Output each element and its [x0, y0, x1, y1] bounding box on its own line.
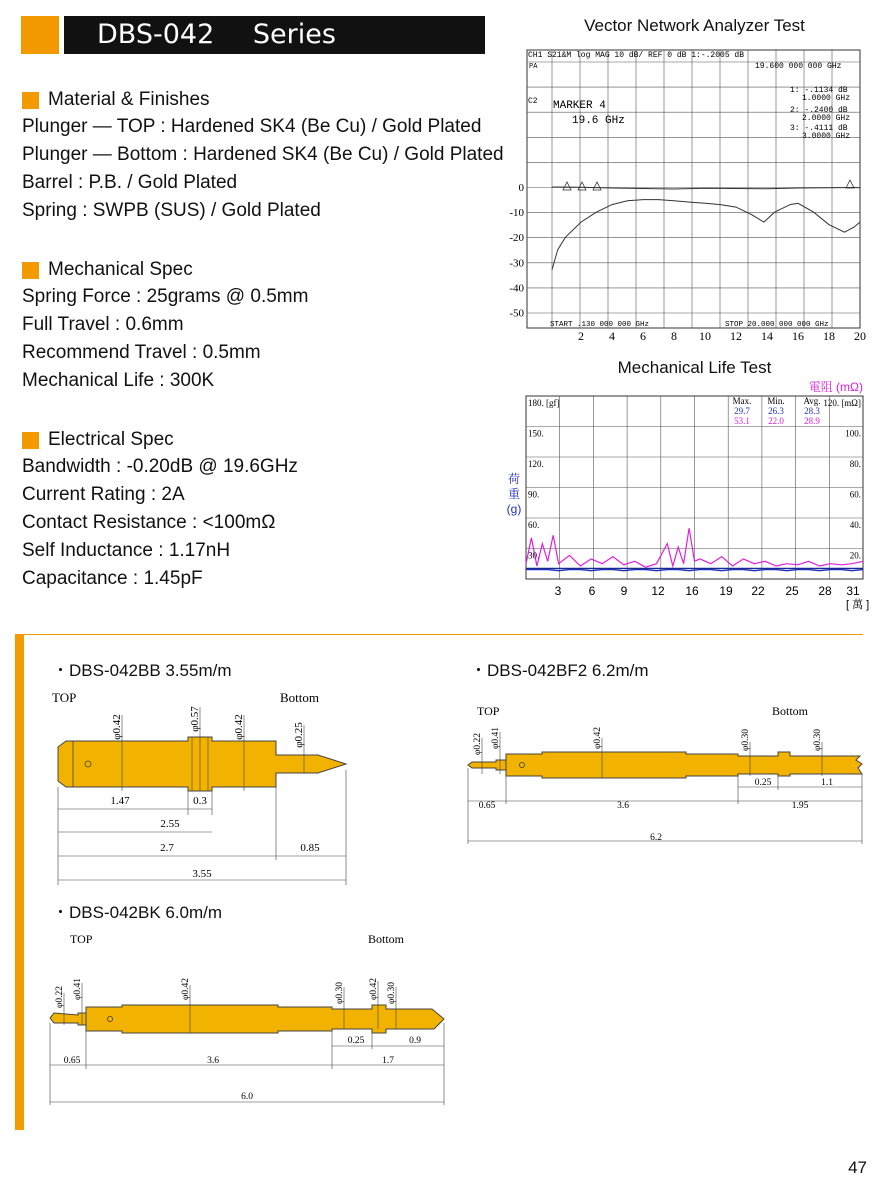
- drawing-area-side-bar: [15, 634, 24, 1130]
- right-tick-label: 20.: [849, 550, 861, 561]
- diam-label: φ0.30: [813, 728, 823, 752]
- diam-label: φ0.25: [293, 722, 305, 748]
- label-top: TOP: [477, 704, 500, 718]
- diam-label: φ0.42: [369, 977, 379, 1001]
- y-tick-label: -50: [509, 307, 524, 320]
- vna-chart-title: Vector Network Analyzer Test: [584, 16, 805, 35]
- section-title-electrical: Electrical Spec: [22, 427, 298, 453]
- spec-line: Contact Resistance : <100mΩ: [22, 512, 276, 533]
- vna-y-ticks: [509, 182, 524, 320]
- spec-line: Recommend Travel : 0.5mm: [22, 342, 261, 363]
- part-drawing-bk: [40, 925, 460, 1110]
- x-tick-label: 6: [588, 584, 596, 598]
- mlt-stat-min2: 22.0: [768, 416, 784, 426]
- mlt-stat-min1: 26.3: [768, 406, 784, 416]
- label-top: TOP: [70, 932, 93, 946]
- diam-label: φ0.42: [233, 714, 245, 740]
- x-tick-label: 10: [698, 329, 711, 343]
- vna-marker-label: MARKER 4: [553, 100, 606, 112]
- vna-header-freq: 19.600 000 000 GHz: [755, 62, 842, 71]
- vna-stop-label: STOP 20.000 000 000 GHz: [725, 321, 829, 329]
- mlt-chart-title: Mechanical Life Test: [617, 358, 772, 377]
- x-tick-label: 31: [846, 584, 860, 598]
- pin-body-bk: [50, 1005, 444, 1033]
- mlt-stats-box: [733, 396, 821, 426]
- spec-line: Barrel : P.B. / Gold Plated: [22, 172, 238, 193]
- right-tick-label: 120. [mΩ]: [823, 398, 861, 408]
- part-drawing-bb: [40, 685, 370, 885]
- diam-label: φ0.42: [111, 714, 123, 740]
- vna-marker-readout: 2: -.2400 dB: [790, 106, 848, 115]
- x-tick-label: 18: [822, 329, 835, 343]
- vna-marker-readout: 3: -.4111 dB: [790, 124, 848, 133]
- drawing-area-top-rule: [24, 634, 863, 635]
- vna-c2-label: C2: [528, 97, 538, 106]
- dim-label: 2.7: [160, 842, 174, 854]
- mlt-right-axis-title: 電阻 (mΩ): [808, 380, 863, 394]
- vna-start-label: START .130 000 000 GHz: [550, 321, 650, 329]
- dim-label: 0.3: [193, 795, 207, 807]
- dim-label: 1.7: [382, 1056, 394, 1066]
- x-tick-label: 8: [670, 329, 677, 343]
- spec-mechanical: [22, 257, 308, 395]
- mlt-x-ticks: [555, 584, 860, 598]
- x-tick-label: 9: [620, 584, 628, 598]
- vna-marker-readout: 1: -.1134 dB: [790, 86, 848, 95]
- y-tick-label: 0: [518, 182, 524, 194]
- dim-label: 0.9: [409, 1036, 421, 1046]
- left-tick-label: 150.: [528, 428, 544, 439]
- mlt-stat-max1: 29.7: [734, 406, 750, 416]
- diam-label: φ0.42: [593, 726, 603, 750]
- mlt-stat-max2: 53.1: [734, 416, 750, 426]
- diam-label: φ0.22: [473, 732, 483, 756]
- x-tick-label: 12: [651, 584, 665, 598]
- dim-label: 0.85: [300, 842, 320, 854]
- header-bar: [64, 16, 485, 54]
- mlt-x-unit: [ 萬 ]: [846, 599, 870, 611]
- x-tick-label: 2: [577, 329, 584, 343]
- x-tick-label: 14: [760, 329, 773, 343]
- spec-line: Mechanical Life : 300K: [22, 370, 215, 391]
- diam-label: φ0.42: [181, 977, 191, 1001]
- x-tick-label: 19: [719, 584, 733, 598]
- vna-marker-readout: 3.0000 GHz: [802, 132, 851, 141]
- part-title-bf2: ・DBS-042BF2 6.2m/m: [470, 661, 649, 680]
- dim-label: 3.55: [192, 868, 212, 880]
- x-tick-label: 16: [685, 584, 699, 598]
- mlt-chart: [520, 392, 870, 617]
- part-drawing-bf2: [460, 698, 870, 848]
- mlt-stat-avg1: 28.3: [804, 406, 820, 416]
- header-model: DBS-042: [97, 19, 215, 50]
- label-bottom: Bottom: [772, 704, 809, 718]
- dim-label: 1.95: [791, 801, 809, 811]
- vna-x-ticks: [578, 329, 866, 343]
- dim-label: 0.65: [63, 1056, 81, 1066]
- bullet-square-icon: [22, 92, 39, 109]
- label-bottom: Bottom: [280, 690, 320, 705]
- mlt-stat-min-label: Min.: [767, 396, 785, 406]
- right-tick-label: 60.: [849, 489, 861, 500]
- dim-label: 6.2: [650, 833, 662, 843]
- vna-marker-readout: 2.0000 GHz: [802, 114, 851, 123]
- vna-marker-readouts: [790, 86, 850, 141]
- dim-label: 0.25: [754, 778, 772, 788]
- mlt-stat-avg-label: Avg.: [803, 396, 821, 406]
- dim-label: 0.25: [347, 1036, 365, 1046]
- y-tick-label: -30: [509, 257, 524, 270]
- x-tick-label: 3: [554, 584, 562, 598]
- dim-label: 0.65: [478, 801, 496, 811]
- y-tick-label: -20: [509, 232, 524, 245]
- diam-label: φ0.41: [491, 726, 501, 750]
- pin-body-bf2: [468, 752, 862, 778]
- part-title-bk: ・DBS-042BK 6.0m/m: [52, 903, 223, 922]
- dim-label: 1.47: [110, 795, 130, 807]
- mlt-left-axis-label: 荷重: [507, 472, 520, 501]
- dim-label: 6.0: [241, 1092, 253, 1102]
- x-tick-label: 28: [818, 584, 832, 598]
- spec-line: Plunger — Bottom : Hardened SK4 (Be Cu) / Gold Plated: [22, 144, 504, 165]
- mlt-stat-max-label: Max.: [732, 396, 752, 406]
- vna-marker-value: 19.6 GHz: [572, 115, 625, 127]
- section-title-mechanical: Mechanical Spec: [22, 257, 308, 283]
- left-tick-label: 30.: [528, 550, 540, 561]
- left-tick-label: 90.: [528, 489, 540, 500]
- section-title-material: Material & Finishes: [22, 87, 504, 113]
- header-accent-block: [21, 16, 59, 54]
- left-tick-label: 60.: [528, 520, 540, 530]
- spec-line: Self Inductance : 1.17nH: [22, 540, 231, 561]
- spec-line: Spring : SWPB (SUS) / Gold Plated: [22, 200, 321, 221]
- diam-label: φ0.57: [189, 706, 201, 732]
- page-number: 47: [848, 1158, 867, 1177]
- part-title-bb: ・DBS-042BB 3.55m/m: [52, 661, 232, 680]
- x-tick-label: 20: [854, 329, 866, 343]
- right-tick-label: 40.: [849, 520, 861, 530]
- vna-chart: [500, 44, 870, 344]
- dim-label: 3.6: [207, 1056, 219, 1066]
- diam-label: φ0.30: [387, 981, 397, 1005]
- spec-electrical: [22, 427, 298, 593]
- x-tick-label: 22: [751, 584, 765, 598]
- dim-label: 1.1: [821, 778, 833, 788]
- x-tick-label: 16: [791, 329, 804, 343]
- spec-line: Capacitance : 1.45pF: [22, 568, 203, 589]
- vna-header-line: CH1 S21&M log MAG 10 dB/ REF 0 dB 1:-.2005 dB: [528, 51, 745, 60]
- spec-line: Full Travel : 0.6mm: [22, 314, 184, 335]
- diam-label: φ0.30: [741, 728, 751, 752]
- x-tick-label: 6: [639, 329, 646, 343]
- label-top: TOP: [52, 690, 77, 705]
- right-tick-label: 100.: [845, 428, 861, 439]
- mlt-stat-avg2: 28.9: [804, 416, 820, 426]
- left-tick-label: 180. [gf]: [528, 398, 560, 408]
- bullet-square-icon: [22, 432, 39, 449]
- y-tick-label: -10: [509, 207, 524, 220]
- x-tick-label: 12: [729, 329, 742, 343]
- spec-line: Spring Force : 25grams @ 0.5mm: [22, 286, 309, 307]
- spec-line: Plunger — TOP : Hardened SK4 (Be Cu) / Gold Plated: [22, 116, 482, 137]
- x-tick-label: 4: [608, 329, 615, 343]
- right-tick-label: 80.: [849, 459, 861, 469]
- left-tick-label: 120.: [528, 459, 544, 469]
- diam-label: φ0.41: [73, 977, 83, 1001]
- vna-marker-readout: 1.0000 GHz: [802, 94, 851, 103]
- mlt-left-axis-unit: (g): [506, 502, 522, 516]
- vna-pa-label: PA: [529, 63, 538, 71]
- spec-line: Current Rating : 2A: [22, 484, 185, 505]
- spec-line: Bandwidth : -0.20dB @ 19.6GHz: [22, 456, 298, 477]
- diam-label: φ0.30: [335, 981, 345, 1005]
- diam-label: φ0.22: [55, 985, 65, 1009]
- y-tick-label: -40: [509, 282, 524, 295]
- bullet-square-icon: [22, 262, 39, 279]
- label-bottom: Bottom: [368, 932, 405, 946]
- dim-label: 2.55: [160, 818, 180, 830]
- spec-material: [22, 87, 504, 225]
- header-series: Series: [252, 19, 336, 50]
- dim-label: 3.6: [617, 801, 629, 811]
- x-tick-label: 25: [785, 584, 799, 598]
